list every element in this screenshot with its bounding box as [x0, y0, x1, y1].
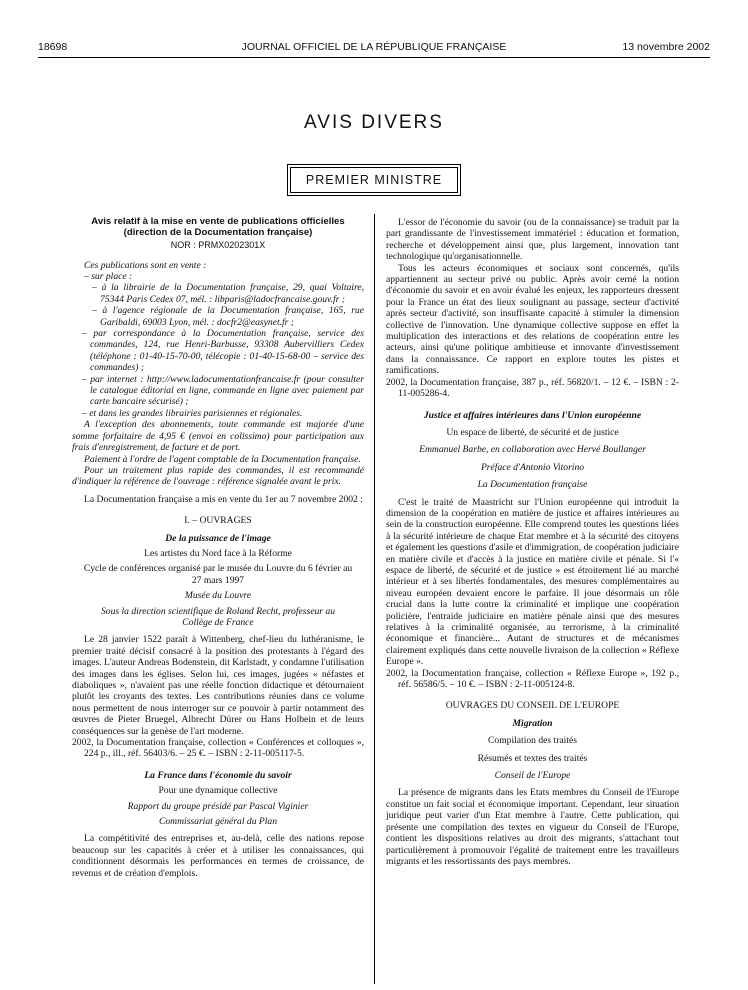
book-summary-continued: L'essor de l'économie du savoir (ou de la connaissance) se traduit par la part grandissante de l'investissement immatériel : éducation et formation, recherche et développement ainsi que, plus largement, innovation tant technologique qu'organisationnelle.: [386, 217, 679, 263]
issue-date: 13 novembre 2002: [622, 41, 710, 53]
page-number: 18698: [38, 41, 68, 53]
payment-note: Paiement à l'ordre de l'agent comptable de la Documentation française.: [84, 453, 361, 465]
ouvrages-heading: I. – OUVRAGES: [184, 515, 252, 527]
sales-place-lyon: – à l'agence régionale de la Documentation française, 165, rue Garibaldi, 69003 Lyon, mél. : docfr2@easynet.fr ;: [92, 305, 364, 328]
sales-place-paris: – à la librairie de la Documentation française, 29, quai Voltaire, 75344 Paris Cedex 07, mél. : libparis@ladocfrancaise.gouv.fr ;: [92, 282, 364, 305]
book-publisher: Musée du Louvre: [184, 590, 252, 602]
book-reference: 2002, la Documentation française, 387 p., réf. 56820/1. – 12 €. – ISBN : 2-11-005286-4.: [386, 376, 679, 400]
book-summary: La compétitivité des entreprises et, au-delà, celle des nations repose beaucoup sur les capacités à créer et à utiliser les connaissances, qui conditionnent désormais les performances en termes de croissance, de revenus et de création d'emplois.: [72, 833, 364, 879]
section-title: AVIS DIVERS: [304, 112, 444, 133]
book-report: Rapport du groupe présidé par Pascal Viginier: [127, 800, 309, 812]
sales-intro: Ces publications sont en vente :: [84, 259, 207, 271]
notice-title: Avis relatif à la mise en vente de publications officielles (direction de la Documentation française): [91, 216, 345, 238]
header-rule: [38, 57, 710, 58]
book-summary: La présence de migrants dans les Etats membres du Conseil de l'Europe constitue un fait social et économique important. Cependant, leur situation juridique peut varier d'un Etat membre à l'autre. Cette publication, qui présente une compilation des textes en vigueur du Conseil de l'Europe, contient les dispositions relatives au droit des migrants, s'attachant tout particulièrement à promouvoir l'égalité de traitement entre les travailleurs migrants et les ressortissants des pays membres.: [386, 787, 679, 867]
book-preface: Préface d'Antonio Vitorino: [480, 461, 585, 473]
book-reference: 2002, la Documentation française, collection « Réflexe Europe », 192 p., réf. 56586/5. – 10 €. – ISBN : 2-11-005124-8.: [386, 667, 679, 691]
book-summary-continued: Tous les acteurs économiques et sociaux sont concernés, qu'ils appartiennent au secteur privé ou public. Après avoir cerné la notion d'économie du savoir et en avoir évalué les enjeux, les rapporteurs dressent pour la France un état des lieux soulignant au passage, secteur d'activité après secteur d'activité, son insuffisante capacité à stimuler la dimension collective de l'innovation. Une dynamique collective suppose en effet la multiplication des interactions et des relations de coopération entre les acteurs, ainsi qu'une politique ambitieuse et innovante d'investissement dans la connaissance. Ce rapport en explore toutes les pistes et ramifications.: [386, 262, 679, 377]
release-intro: La Documentation française a mis en vente du 1er au 7 novembre 2002 :: [84, 493, 363, 505]
book-publisher: Commissariat général du Plan: [158, 816, 278, 828]
book-summary: C'est le traité de Maastricht sur l'Union européenne qui introduit la dimension de la coopération en matière de justice et affaires intérieures au sein de la construction européenne. Elle comprend toutes les questions liées à la sécurité intérieure de chaque Etat membre et à la sécurité des citoyens et également les questions d'asile et d'immigration, de coopération judiciaire en matière civile et d'accès à la justice en matière civile et pénale. Si l'« espace de liberté, de sécurité et de justice » est étroitement lié au marché intérieur et à ses libertés fondamentales, des mesures complémentaires au niveau européen devaient encore le parfaire. Il joue désormais un rôle crucial dans la lutte contre la criminalité et implique une coopération policière, l'entraide judiciaire en matière pénale ainsi que des mesures relatives à la criminalité organisée, au terrorisme, à la criminalité économique et financière... Autant de structures et de mécanismes clairement expliqués dans cette nouvelle livraison de la collection « Réflexe Europe ».: [386, 496, 679, 668]
left-column: [72, 217, 364, 879]
sales-correspondence: – par correspondance à la Documentation française, service des commandes, 124, rue Henri-Barbusse, 93308 Aubervilliers Cedex (téléphone : 01-40-15-70-00, télécopie : 01-40-15-68-00 – service des commandes) ;: [82, 328, 364, 374]
right-column: [386, 217, 679, 867]
shipping-note: A l'exception des abonnements, toute commande est majorée d'une somme forfaitaire de 4,95 € (envoi en colissimo) pour participation aux frais d'enregistrement, de facture et de port.: [72, 419, 364, 454]
book-subtitle: Pour une dynamique collective: [158, 785, 278, 797]
book-publisher: La Documentation française: [477, 479, 588, 491]
ordering-note: Pour un traitement plus rapide des commandes, il est recommandé d'indiquer la référence de l'ouvrage : référence signalée avant le prix.: [72, 464, 364, 488]
book-direction: Sous la direction scientifique de Roland Recht, professeur au Collège de France: [100, 605, 336, 628]
book-subtitle: Compilation des traités: [488, 735, 577, 747]
book-subtitle: Résumés et textes des traités: [477, 752, 588, 764]
sales-internet: – par internet : http://www.ladocumentationfrancaise.fr (pour consulter le catalogue éditorial en ligne, commande en ligne avec paiement par carte bancaire sécurisé) ;: [82, 373, 364, 408]
book-title: La France dans l'économie du savoir: [144, 769, 292, 781]
book-reference: 2002, la Documentation française, collection « Conférences et colloques », 224 p., ill., réf. 56403/6. – 25 €. – ISBN : 2-11-005117-5.: [72, 737, 364, 760]
book-authors: Emmanuel Barbe, en collaboration avec Hervé Boullanger: [419, 444, 646, 456]
book-subtitle: Les artistes du Nord face à la Réforme: [144, 547, 292, 559]
book-title: De la puissance de l'image: [165, 532, 271, 544]
book-publisher: Conseil de l'Europe: [494, 770, 571, 782]
journal-title: JOURNAL OFFICIEL DE LA RÉPUBLIQUE FRANÇAISE: [241, 41, 507, 53]
book-title: Migration: [512, 717, 553, 729]
nor-reference: NOR : PRMX0202301X: [170, 240, 266, 251]
book-title: Justice et affaires intérieures dans l'Union européenne: [423, 409, 642, 421]
page-header: [38, 41, 710, 55]
book-cycle: Cycle de conférences organisé par le musée du Louvre du 6 février au 27 mars 1997: [83, 563, 353, 586]
column-divider: [374, 214, 375, 984]
sales-bookshops: – et dans les grandes librairies parisiennes et régionales.: [82, 407, 303, 419]
council-heading: OUVRAGES DU CONSEIL DE L'EUROPE: [445, 700, 620, 712]
book-subtitle: Un espace de liberté, de sécurité et de justice: [446, 426, 619, 438]
ministry-box: PREMIER MINISTRE: [290, 167, 458, 193]
book-summary: Le 28 janvier 1522 paraît à Wittenberg, chef-lieu du luthéranisme, le premier traité décisif consacré à la position des protestants à l'égard des images. L'auteur Andreas Bodenstein, dit Karlstadt, y condamne l'utilisation des images dans les églises. Selon lui, ces images, jugées « néfastes et diaboliques », n'avaient pas une réelle fonction didactique et détournaient plutôt les croyants des textes. Les contributions réunies dans ce volume nous permettent de nous interroger sur ce pouvoir à partir notamment des œuvres de Pieter Bruegel, Albrecht Dürer ou Hans Holbein et de leurs conséquences sur la genèse de l'art moderne.: [72, 634, 365, 737]
sales-onsite: – sur place :: [84, 271, 133, 282]
